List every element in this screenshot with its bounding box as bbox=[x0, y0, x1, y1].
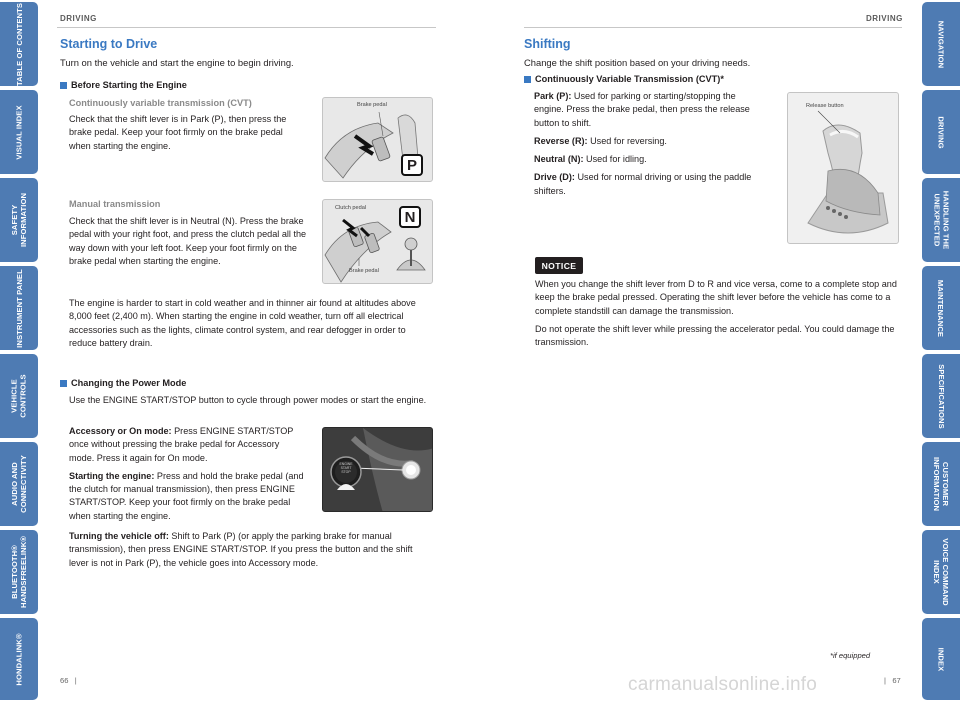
position-label: Reverse (R): bbox=[534, 135, 588, 146]
tab-driving[interactable] bbox=[922, 90, 960, 174]
footnote-if-equipped: *if equipped bbox=[830, 651, 871, 660]
running-head-right: DRIVING bbox=[866, 14, 903, 23]
header-rule bbox=[524, 27, 902, 28]
page-number-value: 67 bbox=[892, 676, 901, 685]
item-label: Turning the vehicle off: bbox=[69, 531, 169, 541]
item-text: Shift to Park (P) (or apply the parking brake for manual transmission), then press ENGINE START/STOP. If you press the button and the shift lever is not in Park (P), the vehicle goes into Accessory mode. bbox=[69, 531, 413, 568]
tab-label: TABLE OF CONTENTS bbox=[14, 2, 24, 86]
position-label: Park (P): bbox=[534, 91, 572, 101]
release-button-label: Release button bbox=[806, 103, 844, 109]
item-label: Starting the engine: bbox=[69, 470, 155, 481]
page-number-left: 66 | bbox=[60, 676, 77, 685]
power-mode-item-start bbox=[69, 470, 307, 523]
header-rule bbox=[57, 27, 436, 28]
subheading-before-starting bbox=[60, 80, 187, 90]
tab-table-of-contents[interactable] bbox=[0, 2, 38, 86]
notice-badge: NOTICE bbox=[535, 257, 583, 274]
notice-text bbox=[535, 278, 903, 354]
shift-positions bbox=[534, 90, 766, 203]
tab-navigation[interactable] bbox=[922, 2, 960, 86]
tab-specifications[interactable] bbox=[922, 354, 960, 438]
tab-index[interactable] bbox=[922, 618, 960, 700]
neutral-gear-badge: N bbox=[399, 206, 421, 228]
subheading-cvt bbox=[524, 74, 724, 84]
page-title: Starting to Drive bbox=[60, 37, 158, 51]
tab-audio-and-connectivity[interactable] bbox=[0, 442, 38, 526]
tab-label: VOICE COMMAND INDEX bbox=[932, 538, 951, 606]
figure-manual-pedals bbox=[322, 199, 433, 284]
tab-vehicle-controls[interactable] bbox=[0, 354, 38, 438]
shifting-intro: Change the shift position based on your driving needs. bbox=[524, 57, 751, 68]
tab-safety-information[interactable] bbox=[0, 178, 38, 262]
tab-visual-index[interactable] bbox=[0, 90, 38, 174]
notice-paragraph: When you change the shift lever from D to R and vice versa, come to a complete stop and keep the brake pedal pressed. Operating the shift lever before the vehicle has come to a complete standstill can damage the transmission. bbox=[535, 279, 897, 316]
tab-instrument-panel[interactable] bbox=[0, 266, 38, 350]
page-number-value: 66 bbox=[60, 676, 69, 685]
cvt-heading: Continuously variable transmission (CVT) bbox=[69, 98, 252, 108]
tab-label: HONDALINK® bbox=[14, 632, 24, 686]
power-mode-intro: Use the ENGINE START/STOP button to cycle through power modes or start the engine. bbox=[69, 395, 427, 405]
tab-bluetooth-handsfreelink[interactable] bbox=[0, 530, 38, 614]
manual-text: Check that the shift lever is in Neutral (N). Press the brake pedal with your right foot, and press the clutch pedal all the way down with your left foot. Keep your foot firmly on the brake pedal when starting the engine. bbox=[69, 216, 307, 266]
tab-voice-command-index[interactable] bbox=[922, 530, 960, 614]
item-label: Accessory or On mode: bbox=[69, 426, 172, 436]
shift-position-reverse bbox=[534, 135, 766, 148]
tab-label: SPECIFICATIONS bbox=[936, 363, 946, 429]
subheading-text: Continuously Variable Transmission (CVT)* bbox=[535, 74, 724, 84]
item-text: Press and hold the brake pedal (and the clutch for manual transmission), then press ENGINE START/STOP. Keep your foot firmly on the brake pedal when starting the engine. bbox=[69, 470, 304, 521]
subheading-power-mode bbox=[60, 378, 186, 388]
bullet-square-icon bbox=[60, 82, 67, 89]
tab-label: CUSTOMER INFORMATION bbox=[932, 456, 951, 512]
figure-shift-lever bbox=[787, 92, 899, 244]
watermark: carmanualsonline.info bbox=[628, 674, 818, 695]
item-text: Press ENGINE START/STOP once without pressing the brake pedal for Accessory mode. Press it again for On mode. bbox=[69, 426, 294, 463]
figure-engine-start-button bbox=[322, 427, 433, 512]
clutch-pedal-label: Clutch pedal bbox=[335, 205, 367, 211]
tab-handling-the-unexpected[interactable] bbox=[922, 178, 960, 262]
subheading-text: Changing the Power Mode bbox=[71, 378, 187, 388]
tab-maintenance[interactable] bbox=[922, 266, 960, 350]
shift-position-drive bbox=[534, 171, 766, 198]
position-label: Neutral (N): bbox=[534, 154, 584, 165]
tab-label: AUDIO AND CONNECTIVITY bbox=[10, 455, 29, 513]
tab-label: INDEX bbox=[936, 647, 946, 671]
shift-position-park bbox=[534, 90, 766, 130]
tab-label: VEHICLE CONTROLS bbox=[10, 374, 29, 418]
right-nav-tabs bbox=[922, 0, 960, 703]
tab-label: SAFETY INFORMATION bbox=[10, 192, 29, 248]
position-text: Used for parking or starting/stopping the engine. Press the brake pedal, then press the release button to shift. bbox=[534, 91, 750, 128]
tab-customer-information[interactable] bbox=[922, 442, 960, 526]
notice-paragraph: Do not operate the shift lever while pressing the accelerator pedal. You could damage the transmission. bbox=[535, 323, 895, 348]
subheading-text: Before Starting the Engine bbox=[71, 80, 187, 90]
cold-weather-text: The engine is harder to start in cold weather and in thinner air found at altitudes above 8,000 feet (2,400 m). When starting the engine in cold weather, turn off all electrical accessories such as the lights, climate control system, and rear defogger in order to reduce battery drain. bbox=[69, 298, 416, 348]
page-number-right: | 67 bbox=[884, 676, 901, 685]
left-nav-tabs bbox=[0, 0, 38, 703]
position-text: Used for normal driving or using the paddle shifters. bbox=[534, 172, 752, 196]
tab-label: MAINTENANCE bbox=[936, 279, 946, 337]
position-text: Used for idling. bbox=[583, 154, 647, 165]
figure-cvt-brake-pedal bbox=[322, 97, 433, 182]
shift-position-neutral bbox=[534, 153, 766, 166]
brake-pedal-label: Brake pedal bbox=[357, 102, 387, 108]
intro-text: Turn on the vehicle and start the engine to begin driving. bbox=[60, 57, 294, 68]
power-mode-item-off bbox=[69, 530, 434, 570]
power-mode-item-accessory bbox=[69, 425, 307, 465]
bullet-square-icon bbox=[60, 380, 67, 387]
bullet-square-icon bbox=[524, 76, 531, 83]
running-head-left: DRIVING bbox=[60, 14, 97, 23]
position-text: Used for reversing. bbox=[587, 135, 667, 146]
engine-start-button-text: ENGINE START STOP bbox=[339, 462, 353, 474]
park-gear-badge: P bbox=[401, 154, 423, 176]
cvt-text: Check that the shift lever is in Park (P), then press the brake pedal. Keep your foot firmly on the brake pedal when starting the engine. bbox=[69, 114, 287, 151]
manual-heading: Manual transmission bbox=[69, 199, 161, 209]
brake-pedal-label: Brake pedal bbox=[349, 268, 379, 274]
tab-label: INSTRUMENT PANEL bbox=[14, 268, 24, 348]
tab-label: DRIVING bbox=[936, 115, 946, 149]
power-mode-items bbox=[69, 425, 307, 528]
shift-lever-illustration bbox=[788, 93, 899, 244]
tab-label: BLUETOOTH® HANDSFREELINK® bbox=[10, 536, 28, 608]
section-title-shifting: Shifting bbox=[524, 37, 571, 51]
tab-label: HANDLING THE UNEXPECTED bbox=[932, 190, 951, 250]
tab-label: NAVIGATION bbox=[936, 20, 946, 68]
position-label: Drive (D): bbox=[534, 172, 575, 183]
tab-label: VISUAL INDEX bbox=[14, 104, 24, 160]
tab-hondalink[interactable] bbox=[0, 618, 38, 700]
